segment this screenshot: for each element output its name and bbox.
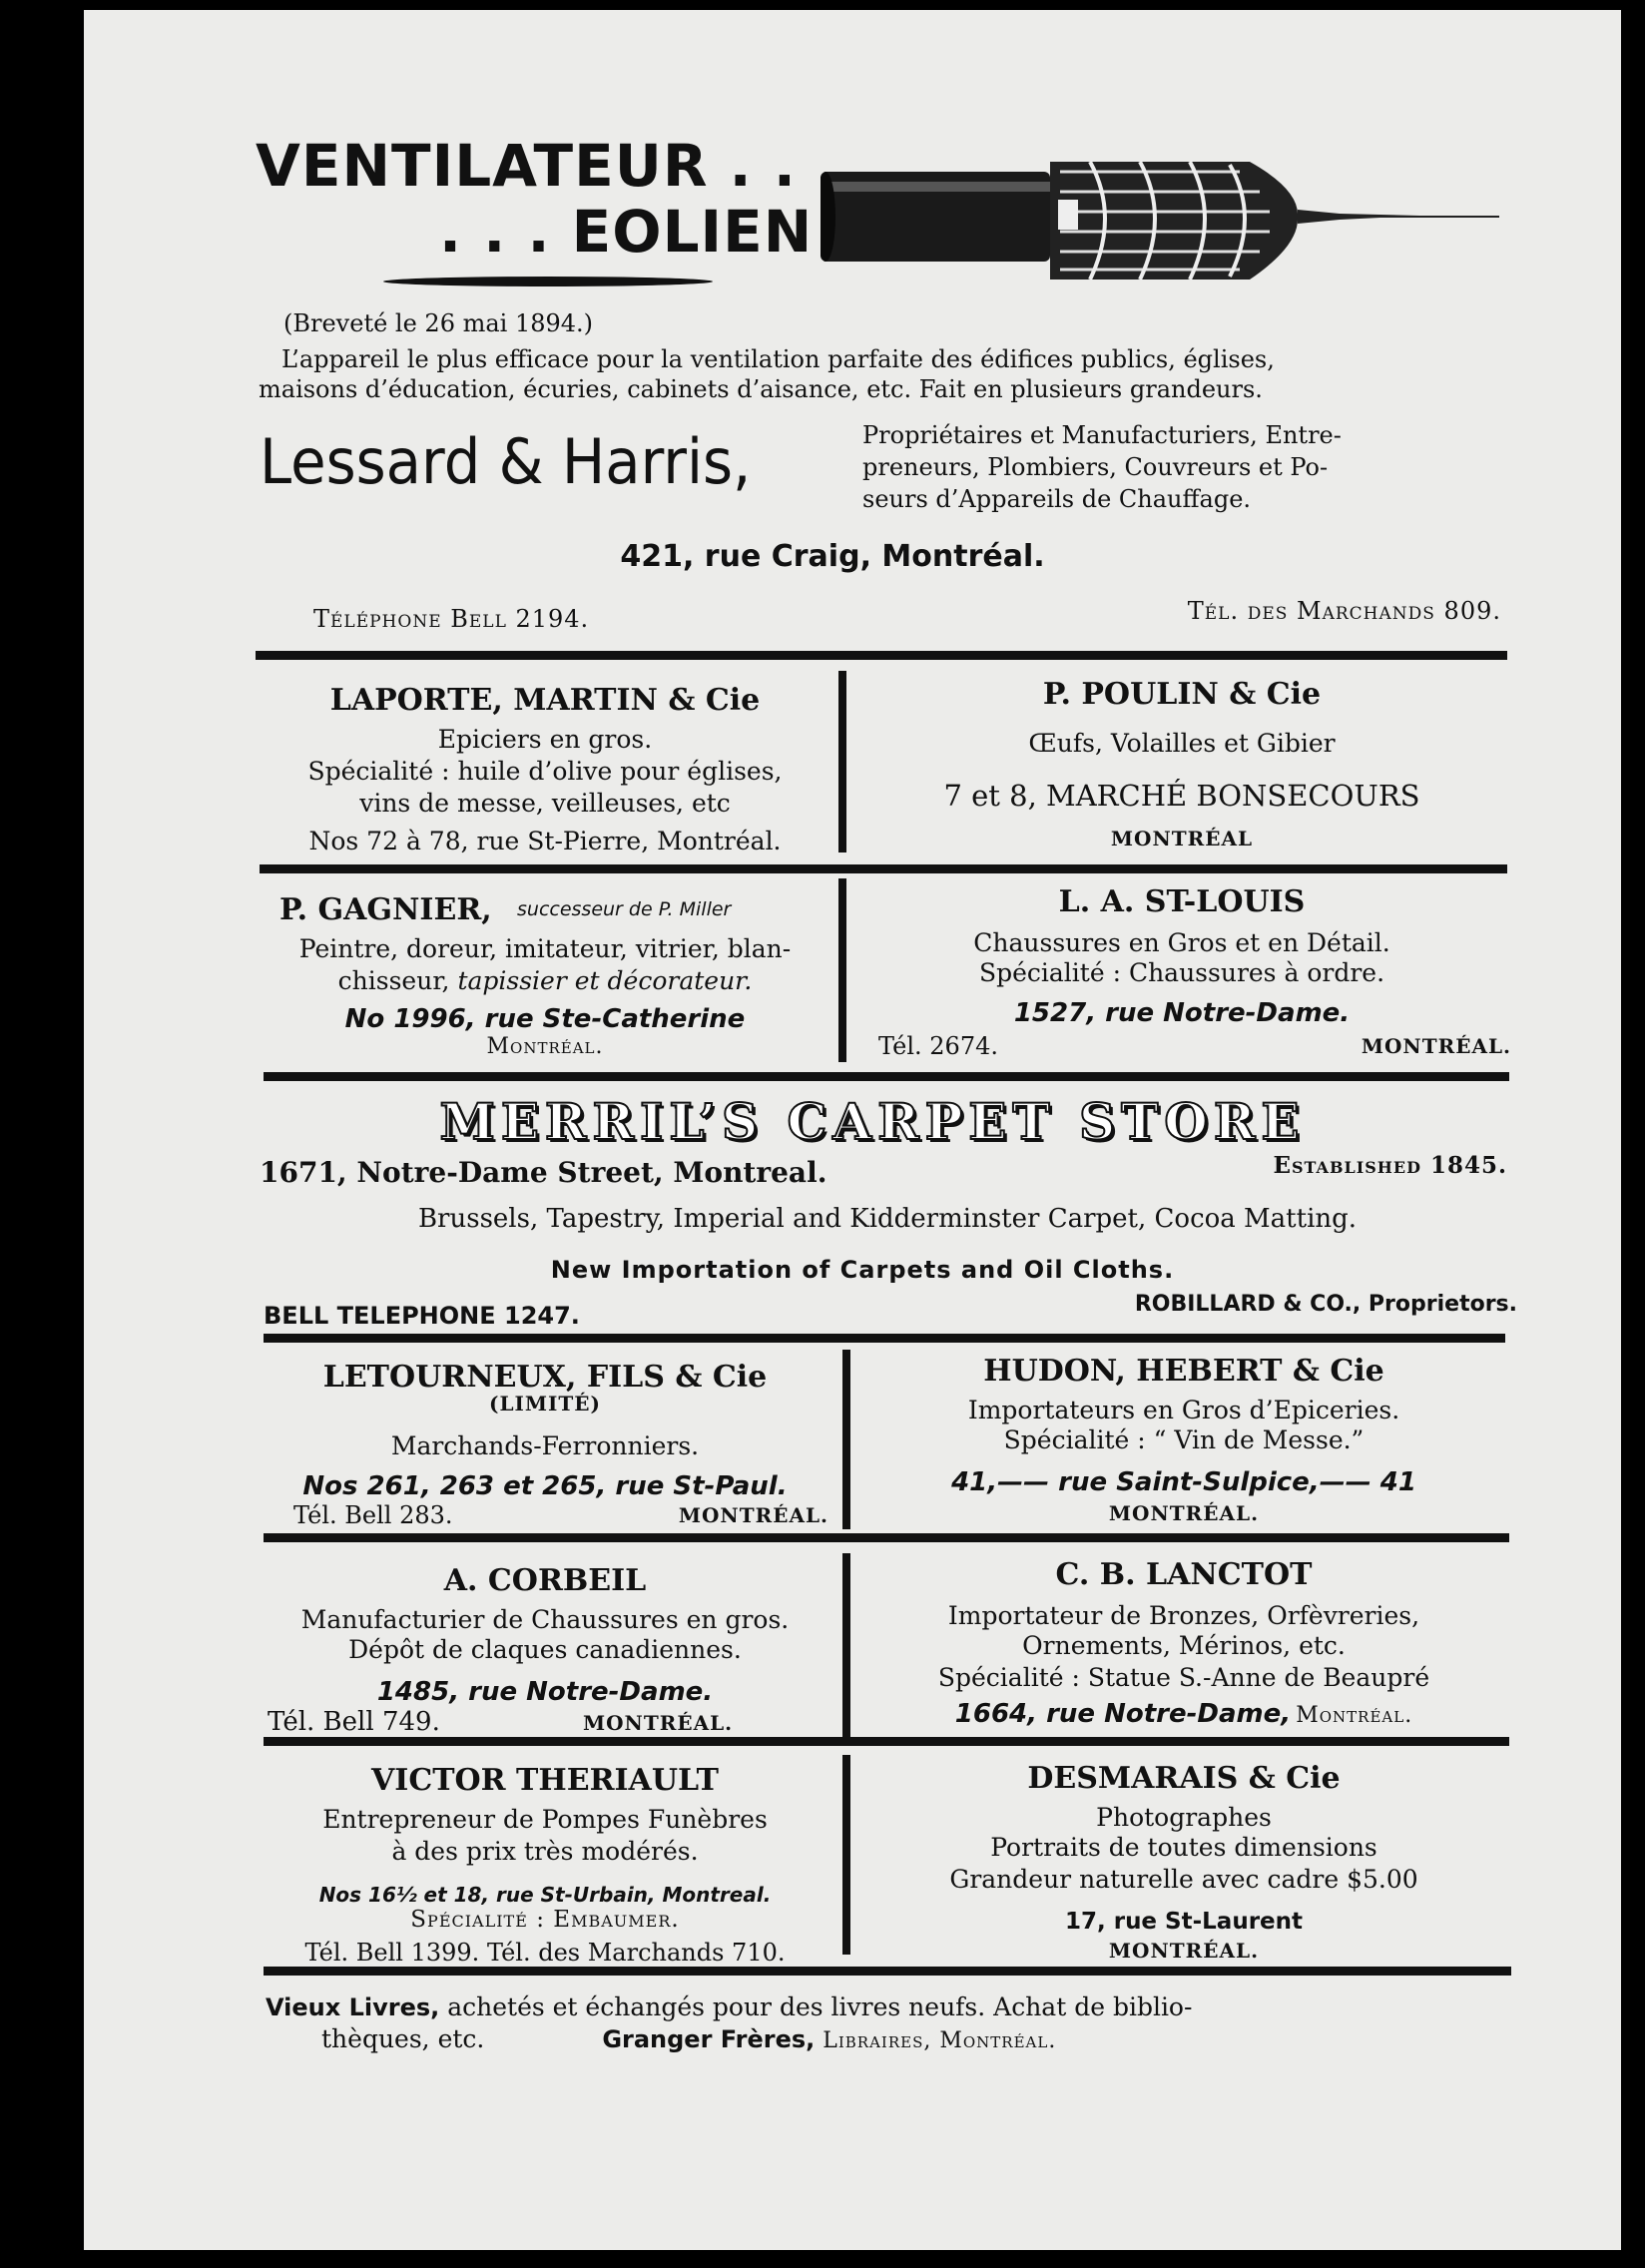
poulin-city: MONTRÉAL xyxy=(1110,827,1254,850)
column-divider-3 xyxy=(842,1350,850,1529)
gagnier-name: P. GAGNIER, xyxy=(279,892,492,927)
theriault-line-2: à des prix très modérés. xyxy=(391,1837,699,1866)
ventilator-desc-1: L’appareil le plus efficace pour la ventilation parfaite des édifices publics, églises, xyxy=(281,345,1275,373)
granger-line-2 xyxy=(321,2024,1056,2053)
rule-7 xyxy=(264,1967,1511,1976)
desmarais-line-1: Photographes xyxy=(1096,1803,1272,1832)
granger-name: Granger Frères, xyxy=(602,2025,816,2053)
letourneux-address: Nos 261, 263 et 265, rue St-Paul. xyxy=(302,1471,788,1501)
poulin-name: P. POULIN & Cie xyxy=(1042,677,1322,712)
desmarais-city: MONTRÉAL. xyxy=(1108,1939,1260,1963)
page-sheet xyxy=(84,10,1621,2250)
stlouis-city: MONTRÉAL. xyxy=(1361,1034,1511,1058)
letourneux-tel: Tél. Bell 283. xyxy=(293,1501,453,1529)
ventilator-illustration xyxy=(821,150,1499,339)
merril-goods: Brussels, Tapestry, Imperial and Kidderminster Carpet, Cocoa Matting. xyxy=(417,1204,1358,1234)
laporte-line-1: Epiciers en gros. xyxy=(437,725,653,754)
rule-4 xyxy=(264,1334,1505,1343)
theriault-line-1: Entrepreneur de Pompes Funèbres xyxy=(322,1805,768,1834)
theriault-specialty: Spécialité : Embaumer. xyxy=(410,1907,680,1933)
rule-3 xyxy=(264,1072,1509,1081)
rule-2 xyxy=(260,864,1507,873)
rule-1 xyxy=(256,651,1507,660)
gagnier-line-2b: tapissier et décorateur. xyxy=(457,966,753,995)
granger-tail: Libraires, Montréal. xyxy=(822,2028,1057,2053)
merril-name: MERRIL’S CARPET STORE xyxy=(439,1092,1306,1151)
hudon-city: MONTRÉAL. xyxy=(1108,1501,1260,1525)
merril-established: Established 1845. xyxy=(1273,1152,1507,1179)
desmarais-line-2: Portraits de toutes dimensions xyxy=(990,1833,1377,1862)
poulin-line-1: Œufs, Volailles et Gibier xyxy=(1028,729,1336,758)
theriault-name: VICTOR THERIAULT xyxy=(371,1763,719,1798)
patent-note: (Breveté le 26 mai 1894.) xyxy=(283,309,594,337)
lanctot-address: 1664, rue Notre-Dame, xyxy=(954,1699,1292,1729)
stlouis-tel: Tél. 2674. xyxy=(878,1032,998,1060)
merril-address: 1671, Notre-Dame Street, Montreal. xyxy=(260,1156,827,1189)
letourneux-line-1: Marchands-Ferronniers. xyxy=(390,1431,700,1460)
lanctot-name: C. B. LANCTOT xyxy=(1055,1557,1313,1592)
corbeil-line-2: Dépôt de claques canadiennes. xyxy=(348,1635,742,1664)
corbeil-address: 1485, rue Notre-Dame. xyxy=(376,1677,714,1707)
lessard-role-2: preneurs, Plombiers, Couvreurs et Po- xyxy=(862,453,1329,481)
gagnier-line-1: Peintre, doreur, imitateur, vitrier, blan- xyxy=(298,934,792,963)
merril-phone: BELL TELEPHONE 1247. xyxy=(264,1302,580,1330)
gagnier-city: Montréal. xyxy=(486,1034,604,1059)
laporte-line-4: Nos 72 à 78, rue St-Pierre, Montréal. xyxy=(308,827,782,855)
desmarais-address: 17, rue St-Laurent xyxy=(1064,1909,1304,1935)
title-underline xyxy=(383,277,713,286)
hudon-address: 41,—— rue Saint-Sulpice,—— 41 xyxy=(951,1467,1416,1497)
laporte-line-2: Spécialité : huile d’olive pour églises, xyxy=(307,757,783,786)
stlouis-line-1: Chaussures en Gros et en Détail. xyxy=(973,928,1390,957)
corbeil-tel: Tél. Bell 749. xyxy=(268,1707,440,1737)
column-divider-5 xyxy=(842,1755,850,1955)
granger-line-1 xyxy=(266,1992,1192,2021)
lanctot-line-1: Importateur de Bronzes, Orfèvreries, xyxy=(947,1601,1420,1630)
company-lessard-harris: Lessard & Harris, xyxy=(260,425,752,498)
lanctot-line-4 xyxy=(856,1699,1511,1729)
letourneux-city: MONTRÉAL. xyxy=(678,1503,828,1527)
merril-importation: New Importation of Carpets and Oil Cloths. xyxy=(550,1256,1175,1284)
title-ventilateur: VENTILATEUR . . xyxy=(256,132,797,200)
title-eolien: . . . EOLIEN xyxy=(439,198,814,266)
stlouis-line-2: Spécialité : Chaussures à ordre. xyxy=(978,958,1385,987)
rule-5 xyxy=(264,1533,1509,1542)
gagnier-successor: successeur de P. Miller xyxy=(517,898,732,920)
desmarais-line-3: Grandeur naturelle avec cadre $5.00 xyxy=(949,1865,1418,1894)
lessard-role-3: seurs d’Appareils de Chauffage. xyxy=(862,485,1252,513)
letourneux-name: LETOURNEUX, FILS & Cie xyxy=(322,1360,768,1395)
poulin-line-2: 7 et 8, MARCHÉ BONSECOURS xyxy=(943,779,1420,813)
letourneux-limite: (LIMITÉ) xyxy=(489,1392,601,1416)
column-divider-2 xyxy=(838,878,846,1062)
lessard-tel-bell: Téléphone Bell 2194. xyxy=(313,605,590,633)
laporte-name: LAPORTE, MARTIN & Cie xyxy=(329,683,761,718)
ventilator-desc-2: maisons d’éducation, écuries, cabinets d’aisance, etc. Fait en plusieurs grandeurs. xyxy=(259,375,1263,403)
corbeil-name: A. CORBEIL xyxy=(443,1563,647,1598)
lessard-role-1: Propriétaires et Manufacturiers, Entre- xyxy=(862,421,1342,449)
corbeil-line-1: Manufacturier de Chaussures en gros. xyxy=(300,1605,790,1634)
lessard-address: 421, rue Craig, Montréal. xyxy=(620,539,1045,574)
granger-text-1: achetés et échangés pour des livres neufs. Achat de biblio- xyxy=(447,1992,1193,2021)
hudon-line-1: Importateurs en Gros d’Epiceries. xyxy=(967,1396,1400,1424)
lanctot-line-2: Ornements, Mérinos, etc. xyxy=(1022,1631,1346,1660)
hudon-name: HUDON, HEBERT & Cie xyxy=(983,1354,1384,1389)
column-divider-4 xyxy=(842,1553,850,1737)
desmarais-name: DESMARAIS & Cie xyxy=(1027,1761,1341,1796)
stlouis-address: 1527, rue Notre-Dame. xyxy=(1013,998,1351,1028)
lessard-tel-marchands: Tél. des Marchands 809. xyxy=(1187,597,1501,625)
gagnier-address: No 1996, rue Ste-Catherine xyxy=(344,1004,746,1034)
granger-text-2: thèques, etc. xyxy=(321,2024,485,2053)
column-divider-1 xyxy=(838,671,846,852)
lanctot-line-3: Spécialité : Statue S.-Anne de Beaupré xyxy=(937,1663,1430,1692)
theriault-tel: Tél. Bell 1399. Tél. des Marchands 710. xyxy=(304,1939,786,1967)
lanctot-city: Montréal. xyxy=(1296,1703,1413,1728)
stlouis-name: L. A. ST-LOUIS xyxy=(1058,884,1306,919)
corbeil-city: MONTRÉAL. xyxy=(583,1711,734,1735)
merril-owners: ROBILLARD & CO., Proprietors. xyxy=(1134,1292,1517,1317)
rule-6 xyxy=(264,1737,1509,1746)
granger-lead: Vieux Livres, xyxy=(266,1993,440,2021)
hudon-line-2: Spécialité : “ Vin de Messe.” xyxy=(1003,1425,1365,1454)
gagnier-line-2 xyxy=(256,966,834,995)
laporte-line-3: vins de messe, veilleuses, etc xyxy=(359,789,731,818)
theriault-address: Nos 16½ et 18, rue St-Urbain, Montreal. xyxy=(318,1883,772,1907)
gagnier-line-2a: chisseur, xyxy=(337,966,450,995)
